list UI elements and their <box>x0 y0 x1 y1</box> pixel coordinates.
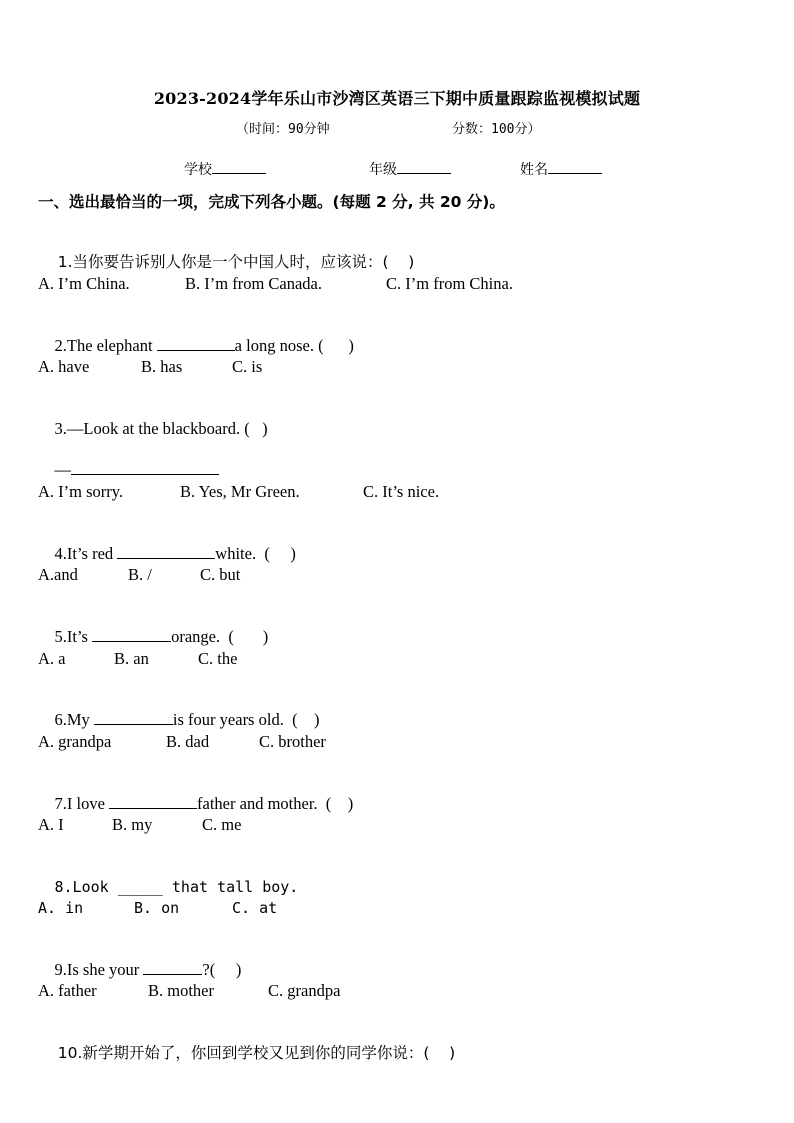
school-blank <box>212 159 266 174</box>
option-a: A. father <box>38 981 97 1000</box>
option-c: C. I’m from China. <box>386 274 513 293</box>
option-a: A. in <box>38 899 84 917</box>
option-b: B. my <box>112 815 153 834</box>
grade-field <box>369 159 451 179</box>
option-a: A. I <box>38 815 64 834</box>
option-c: C. me <box>202 815 242 834</box>
option-b: B. on <box>134 899 180 917</box>
page-title: 2023-2024学年乐山市沙湾区英语三下期中质量跟踪监视模拟试题 <box>153 89 641 108</box>
question-text: 10.新学期开始了，你回到学校又见到你的同学你说：( <box>57 1044 430 1062</box>
time-limit: （时间：90分钟 <box>236 122 330 137</box>
question-text: 6.My <box>54 710 94 729</box>
question-text: 4.It’s red <box>54 544 118 563</box>
dash: — <box>54 460 71 479</box>
question-7 <box>38 774 353 834</box>
name-blank <box>548 159 602 174</box>
option-c: C. but <box>200 565 241 584</box>
question-text-end: white. ( ) <box>215 544 296 563</box>
school-field <box>184 159 266 179</box>
option-a: A. have <box>38 357 90 376</box>
question-text: 2.The elephant <box>54 336 157 355</box>
question-text-end: a long nose. ( ) <box>234 336 354 355</box>
name-field <box>520 159 602 179</box>
option-a: A. I’m sorry. <box>38 482 124 501</box>
option-b: B. mother <box>148 981 214 1000</box>
total-score: 分数：100分） <box>452 122 541 137</box>
question-text: 5.It’s <box>54 627 93 646</box>
grade-blank <box>397 159 451 174</box>
option-c: C. is <box>232 357 263 376</box>
answer-blank <box>71 460 219 475</box>
option-b: B. has <box>141 357 183 376</box>
grade-label: 年级 <box>369 162 397 178</box>
section-heading: 一、选出最恰当的一项，完成下列各小题。(每题 2 分, 共 20 分)。 <box>38 193 505 211</box>
answer-blank <box>157 336 235 351</box>
option-b: B. I’m from Canada. <box>185 274 323 293</box>
question-10 <box>38 1023 455 1081</box>
option-a: A.and <box>38 565 78 584</box>
option-a: A. grandpa <box>38 732 112 751</box>
answer-blank <box>117 544 215 559</box>
answer-blank <box>143 960 202 975</box>
question-text: 3.—Look at the blackboard. ( ) <box>54 419 268 438</box>
question-text-end: ?( ) <box>202 960 242 979</box>
question-text: 9.Is she your <box>54 960 144 979</box>
question-text: 1.当你要告诉别人你是一个中国人时，应该说：( <box>57 253 389 271</box>
answer-paren: ) <box>388 253 415 271</box>
option-b: B. dad <box>166 732 210 751</box>
option-a: A. I’m China. <box>38 274 130 293</box>
answer-paren: ) <box>429 1044 456 1062</box>
question-text: 8.Look _____ that tall boy. <box>54 878 299 896</box>
question-text-end: is four years old. ( ) <box>172 710 320 729</box>
option-a: A. a <box>38 649 66 668</box>
question-text: 7.I love <box>54 794 110 813</box>
answer-blank <box>92 627 171 642</box>
option-b: B. Yes, Mr Green. <box>180 482 300 501</box>
question-text-end: orange. ( ) <box>171 627 269 646</box>
name-label: 姓名 <box>520 162 548 178</box>
question-text-end: father and mother. ( ) <box>197 794 354 813</box>
option-c: C. at <box>232 899 278 917</box>
option-b: B. an <box>114 649 149 668</box>
option-c: C. the <box>198 649 238 668</box>
option-b: B. / <box>128 565 152 584</box>
answer-blank <box>109 794 197 809</box>
school-label: 学校 <box>184 162 212 178</box>
option-c: C. grandpa <box>268 981 341 1000</box>
answer-blank <box>94 710 173 725</box>
option-c: C. brother <box>259 732 326 751</box>
option-c: C. It’s nice. <box>363 482 440 501</box>
